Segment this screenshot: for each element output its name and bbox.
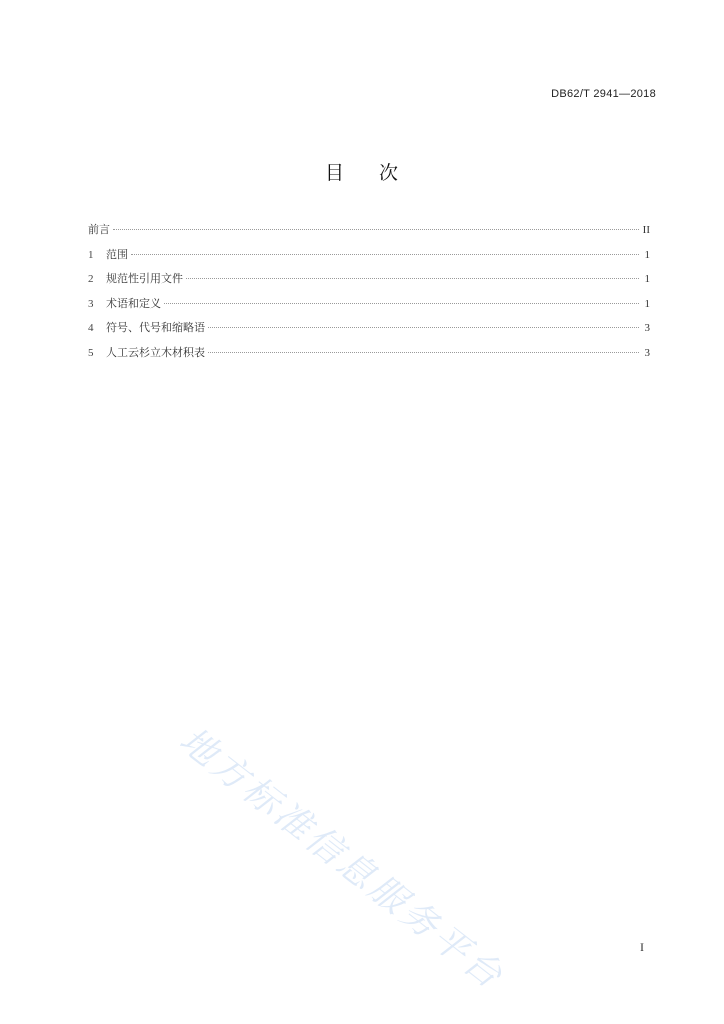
toc-entry-label: 人工云杉立木材积表: [106, 345, 205, 359]
page-title: [0, 158, 724, 185]
title-char-2: 次: [379, 162, 400, 184]
toc-entry-volume-table[interactable]: [88, 344, 650, 369]
title-char-1: 目: [324, 162, 345, 184]
toc-section-number: 3: [88, 297, 94, 310]
toc-entry-symbols[interactable]: [88, 319, 650, 344]
toc-section-number: 1: [88, 248, 94, 261]
watermark: 地方标准信息服务平台: [171, 719, 512, 999]
toc-entry-scope[interactable]: [88, 246, 650, 271]
toc-entry-label: 符号、代号和缩略语: [106, 321, 205, 334]
table-of-contents: [88, 221, 650, 368]
toc-page-number: 3: [644, 346, 650, 359]
toc-entry-label: 术语和定义: [106, 296, 161, 310]
toc-page-number: 1: [644, 297, 650, 310]
toc-dot-leader: [113, 229, 639, 230]
toc-entry-label: 范围: [106, 247, 128, 261]
toc-section-number: 2: [88, 273, 94, 285]
toc-entry-label: 规范性引用文件: [106, 272, 183, 285]
standard-code: DB62/T 2941—2018: [551, 88, 656, 100]
toc-entry-terms-definitions[interactable]: [88, 295, 650, 320]
toc-page-number: 3: [644, 322, 650, 334]
toc-section-number: 5: [88, 346, 94, 359]
toc-dot-leader: [131, 254, 639, 255]
toc-page-number: II: [642, 224, 650, 236]
toc-page-number: 1: [644, 248, 650, 261]
page-number: I: [640, 940, 644, 954]
toc-entry-foreword[interactable]: [88, 221, 650, 246]
toc-section-number: 4: [88, 322, 94, 334]
toc-page-number: 1: [644, 273, 650, 285]
toc-dot-leader: [208, 352, 639, 353]
toc-entry-normative-references[interactable]: [88, 270, 650, 295]
toc-dot-leader: [186, 278, 639, 279]
toc-dot-leader: [164, 303, 639, 304]
toc-entry-label: 前言: [88, 223, 110, 236]
toc-dot-leader: [208, 327, 639, 328]
